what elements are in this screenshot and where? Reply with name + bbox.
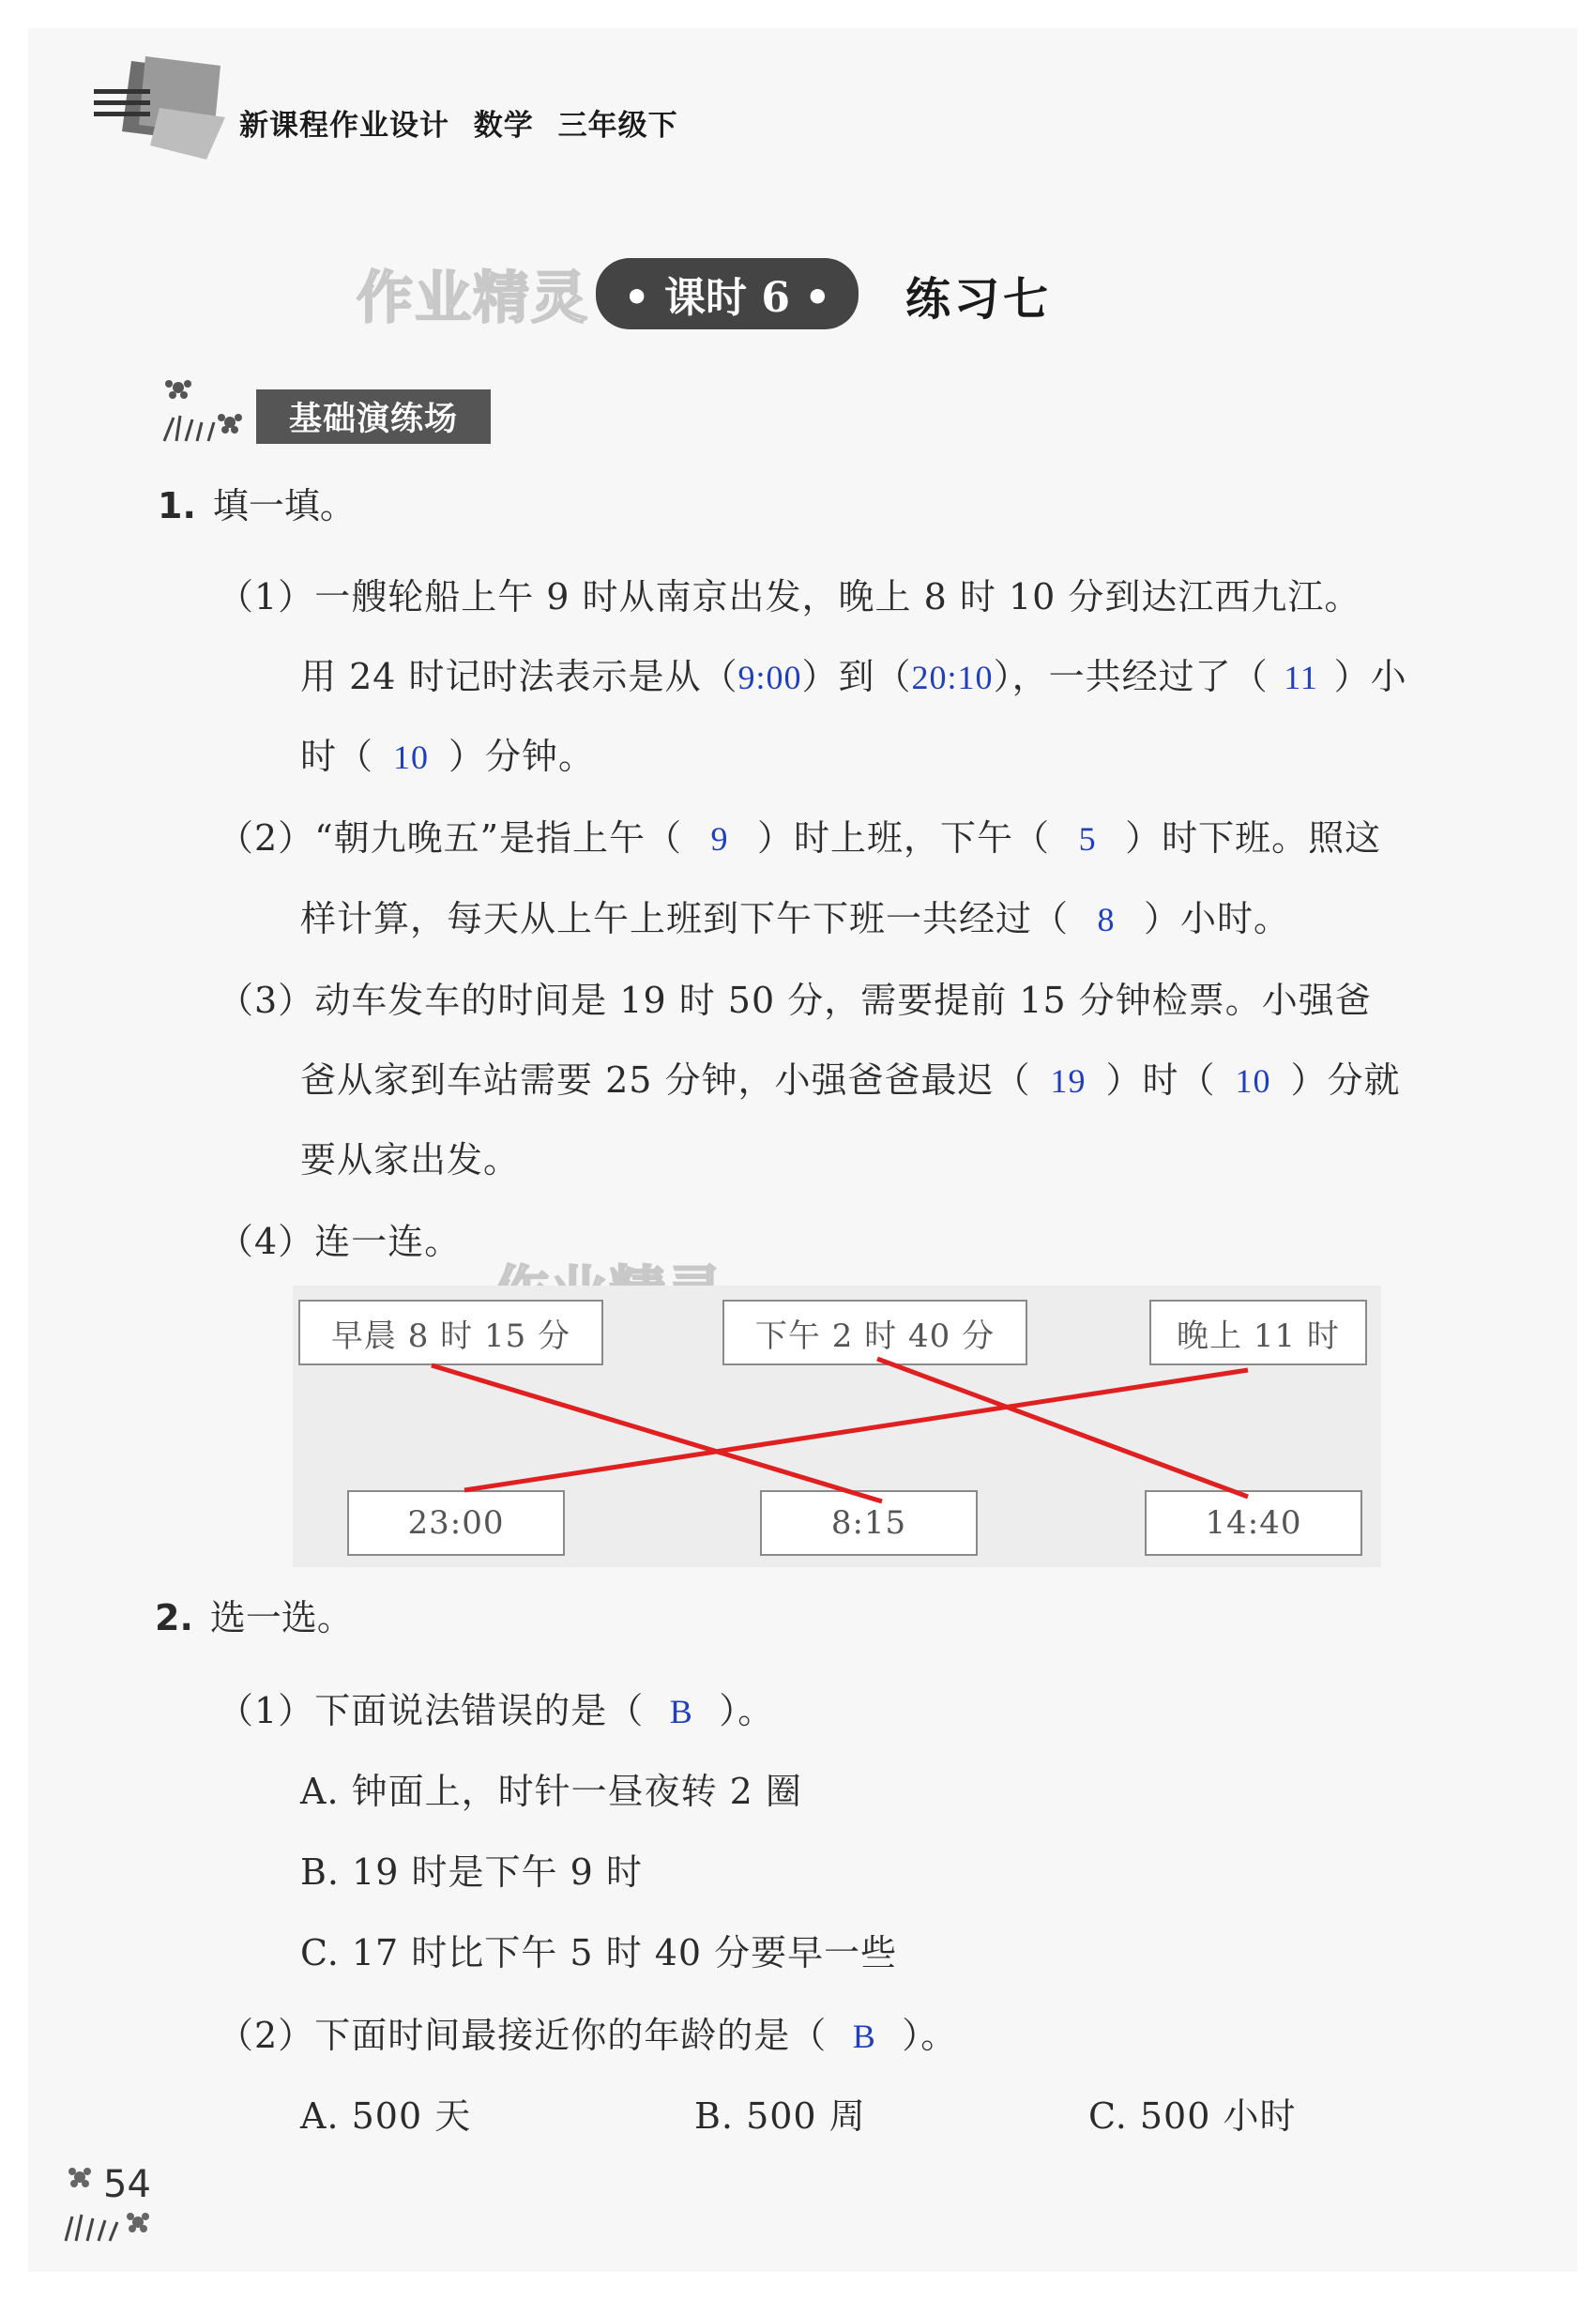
answer: 9 — [710, 820, 729, 858]
part-label: （2） — [218, 817, 315, 859]
question-text: 选一选。 — [209, 1597, 353, 1638]
match-line-morning — [432, 1365, 882, 1501]
q2-part-2-option-a: A. 500 天 — [300, 2095, 472, 2137]
part-label: （4） — [218, 1221, 315, 1262]
q2-part-2-option-c: C. 500 小时 — [1088, 2095, 1297, 2137]
text: 时（ — [300, 736, 374, 777]
watermark: 作业精灵 — [357, 266, 589, 331]
time-box-bottom-1[interactable]: 23:00 — [347, 1490, 565, 1556]
text: 用 24 时记时法表示是从（ — [300, 656, 738, 697]
text: 样计算，每天从上午上班到下午下班一共经过（ — [300, 898, 1070, 939]
answer: 11 — [1284, 659, 1318, 696]
lesson-badge: • 课时 6 • — [596, 258, 859, 329]
answer: 5 — [1078, 820, 1097, 858]
part-text: 一艘轮船上午 9 时从南京出发，晚上 8 时 10 分到达江西九江。 — [314, 576, 1361, 617]
q2-part-1-stem — [218, 1682, 774, 1733]
q2-part-1-option-c: C. 17 时比下午 5 时 40 分要早一些 — [300, 1932, 898, 1973]
answer: 10 — [1235, 1062, 1271, 1100]
question-number: 1. — [158, 485, 196, 526]
answer: 20:10 — [911, 659, 994, 696]
part-label: （2） — [218, 2015, 315, 2056]
text: ）时上班，下午（ — [757, 817, 1051, 859]
text: ）分钟。 — [448, 736, 596, 777]
text: ）小 — [1333, 656, 1407, 697]
answer: 8 — [1097, 901, 1116, 938]
time-box-bottom-3[interactable]: 14:40 — [1145, 1490, 1362, 1556]
time-box-top-2[interactable]: 下午 2 时 40 分 — [722, 1300, 1027, 1365]
text: 下面时间最接近你的年龄的是（ — [314, 2015, 828, 2056]
text: ）小时。 — [1144, 898, 1291, 939]
text: ）。 — [902, 2015, 958, 2056]
lesson-title: 练习七 — [905, 273, 1053, 326]
text: 要从家出发。 — [300, 1139, 521, 1180]
part-label: （3） — [218, 980, 315, 1021]
page-number: 54 — [103, 2163, 151, 2206]
q2-part-1-option-b: B. 19 时是下午 9 时 — [300, 1851, 643, 1893]
answer: 9:00 — [737, 659, 802, 696]
text: 爸从家到车站需要 25 分钟，小强爸爸最迟（ — [300, 1059, 1031, 1101]
text: 连一连。 — [314, 1221, 462, 1262]
answer: 19 — [1050, 1062, 1087, 1100]
book-title: 新课程作业设计 — [239, 109, 449, 143]
text: ）分就 — [1290, 1059, 1401, 1101]
answer: 10 — [393, 739, 430, 776]
text: ）时（ — [1105, 1059, 1216, 1101]
text: ）。 — [719, 1690, 775, 1731]
question-text: 填一填。 — [212, 485, 356, 526]
match-line-night — [464, 1370, 1248, 1490]
text: 下面说法错误的是（ — [314, 1690, 645, 1731]
q2-part-2-stem — [218, 2006, 957, 2058]
question-2-title — [155, 1597, 353, 1638]
question-number: 2. — [155, 1597, 193, 1638]
q2-part-1-option-a: A. 钟面上，时针一昼夜转 2 圈 — [300, 1771, 802, 1812]
text: ）到（ — [801, 656, 912, 697]
time-box-top-1[interactable]: 早晨 8 时 15 分 — [298, 1300, 603, 1365]
answer: B — [852, 2018, 876, 2055]
time-box-bottom-2[interactable]: 8:15 — [760, 1490, 978, 1556]
part-label: （1） — [218, 576, 315, 617]
part-label: （1） — [218, 1690, 315, 1731]
grade: 三年级下 — [557, 109, 678, 143]
section-title: 基础演练场 — [256, 389, 491, 444]
subject: 数学 — [473, 109, 534, 143]
time-box-top-3[interactable]: 晚上 11 时 — [1149, 1300, 1367, 1365]
text: ）时下班。照这 — [1125, 817, 1382, 859]
answer: B — [669, 1693, 693, 1730]
text: 动车发车的时间是 19 时 50 分，需要提前 15 分钟检票。小强爸 — [314, 980, 1372, 1021]
text: ），一共经过了（ — [993, 656, 1269, 697]
text: “朝九晚五”是指上午（ — [314, 817, 683, 859]
q2-part-2-option-b: B. 500 周 — [694, 2095, 866, 2137]
